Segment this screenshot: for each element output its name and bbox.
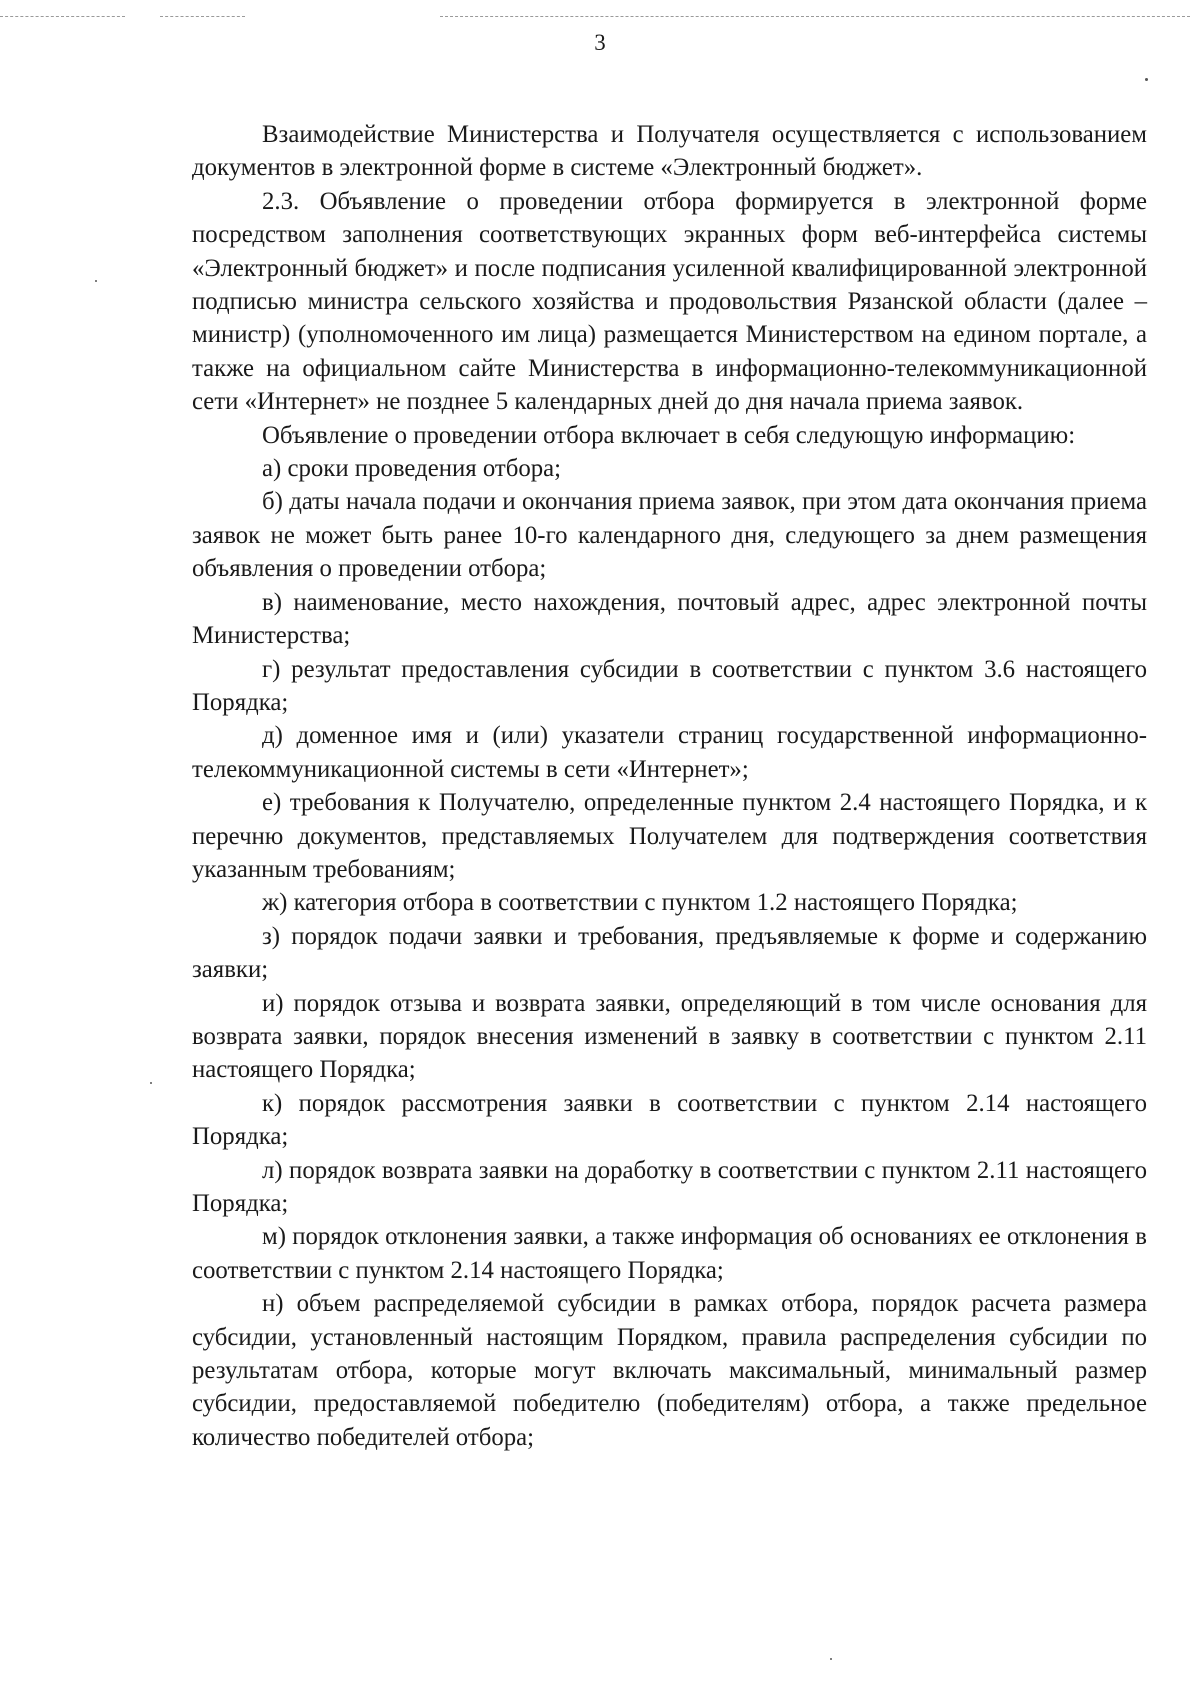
scan-artifact-line: [0, 16, 125, 17]
list-item-v: в) наименование, место нахождения, почтовый адрес, адрес электронной почты Министерства;: [192, 588, 1147, 650]
document-body: [192, 118, 1147, 1454]
scan-speck: [95, 280, 97, 282]
list-item-l: л) порядок возврата заявки на доработку в соответствии с пунктом 2.11 настоящего Порядка;: [192, 1156, 1147, 1217]
page-number: 3: [594, 30, 606, 55]
list-item-g: г) результат предоставления субсидии в соответствии с пунктом 3.6 настоящего Порядка;: [192, 655, 1147, 716]
list-item-z: з) порядок подачи заявки и требования, предъявляемые к форме и содержанию заявки;: [192, 922, 1147, 984]
paragraph-announcement-intro: Объявление о проведении отбора включает в себя следующую информацию:: [262, 421, 1076, 449]
list-item-e: е) требования к Получателю, определенные пунктом 2.4 настоящего Порядка, и к перечню документов, представляемых Получателем для подтверждения соответствия указанным требованиям;: [192, 789, 1147, 883]
scan-artifact-line: [160, 16, 245, 17]
list-item-k: к) порядок рассмотрения заявки в соответствии с пунктом 2.14 настоящего Порядка;: [192, 1089, 1147, 1151]
list-item-i: и) порядок отзыва и возврата заявки, определяющий в том числе основания для возврата заявки, порядок внесения изменений в заявку в соответствии с пунктом 2.11 настоящего Порядка;: [192, 989, 1147, 1084]
paragraph-interaction: Взаимодействие Министерства и Получателя осуществляется с использованием документов в электронной форме в системе «Электронный бюджет».: [192, 121, 1147, 182]
list-item-zh: ж) категория отбора в соответствии с пунктом 1.2 настоящего Порядка;: [262, 889, 1018, 917]
scan-speck: [150, 1082, 152, 1084]
list-item-d: д) доменное имя и (или) указатели страниц государственной информационно-телекоммуникационной системы в сети «Интернет»;: [192, 722, 1147, 783]
list-item-a: а) сроки проведения отбора;: [262, 455, 562, 483]
list-item-b: б) даты начала подачи и окончания приема заявок, при этом дата окончания приема заявок не может быть ранее 10-го календарного дня, следующего за днем размещения объявления о проведении отбора;: [192, 488, 1147, 583]
scan-speck: [1145, 78, 1148, 81]
list-item-m: м) порядок отклонения заявки, а также информация об основаниях ее отклонения в соответствии с пунктом 2.14 настоящего Порядка;: [192, 1223, 1147, 1284]
list-item-n: н) объем распределяемой субсидии в рамках отбора, порядок расчета размера субсидии, установленный настоящим Порядком, правила распределения субсидии по результатам отбора, которые могут включать максимальный, минимальный размер субсидии, предоставляемой победителю (победителям) отбора, а также предельное количество победителей отбора;: [192, 1290, 1147, 1451]
paragraph-2-3: 2.3. Объявление о проведении отбора формируется в электронной форме посредством заполнения соответствующих экранных форм веб-интерфейса системы «Электронный бюджет» и после подписания усиленной квалифицированной электронной подписью министра сельского хозяйства и продовольствия Рязанской области (далее – министр) (уполномоченного им лица) размещается Министерством на едином портале, а также на официальном сайте Министерства в информационно-телекоммуникационной сети «Интернет» не позднее 5 календарных дней до дня начала приема заявок.: [192, 187, 1147, 416]
scan-artifact-line: [440, 16, 1190, 17]
scan-speck: [830, 1658, 832, 1660]
